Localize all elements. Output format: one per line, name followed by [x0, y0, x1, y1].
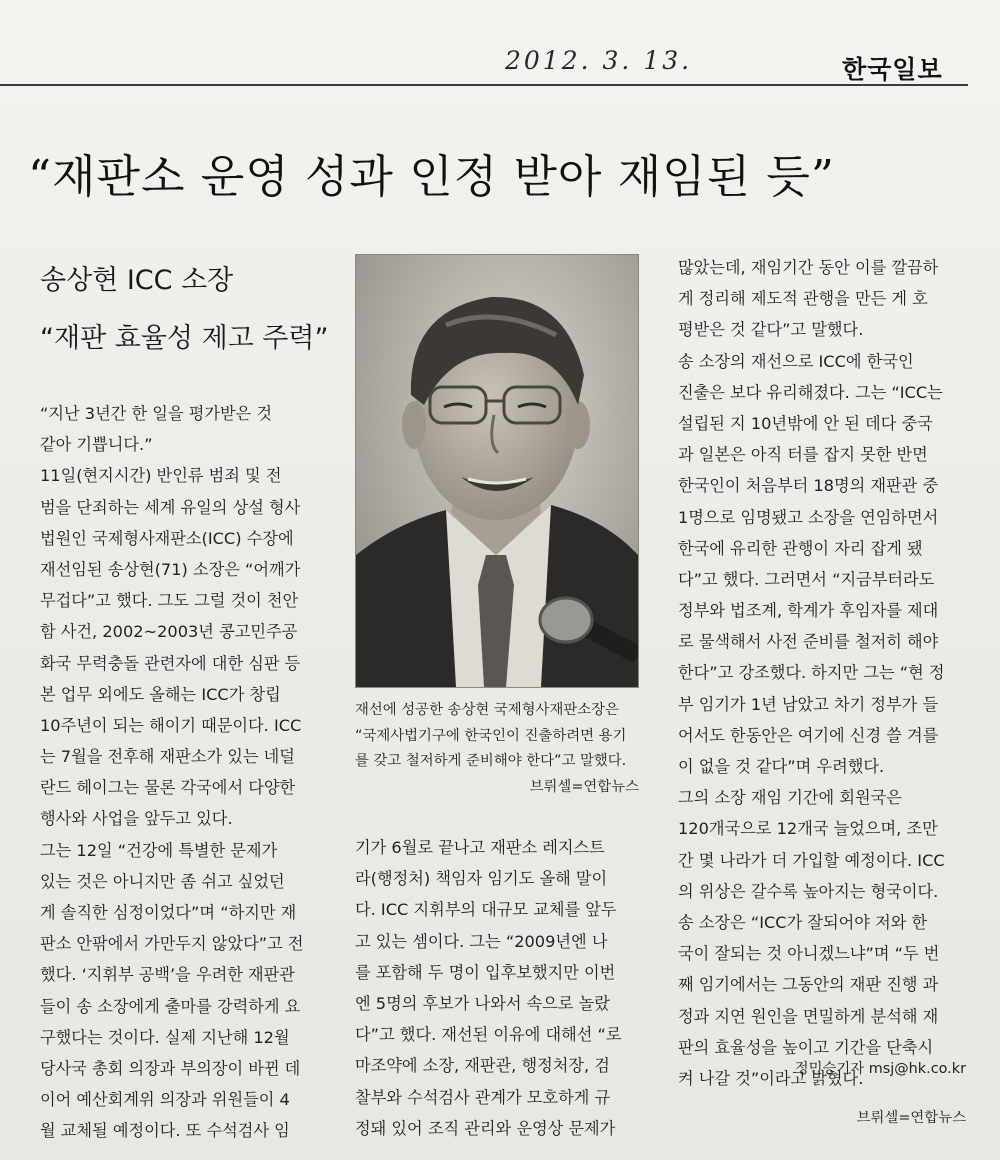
- article-text-line: “지난 3년간 한 일을 평가받은 것: [40, 404, 273, 423]
- article-text-line: 많았는데, 재임기간 동안 이를 깔끔하: [678, 258, 939, 277]
- article-text-line: 당사국 총회 의장과 부의장이 바뀐 데: [40, 1058, 301, 1078]
- article-text-line: 는 7월을 전후해 재판소가 있는 네덜: [40, 747, 295, 767]
- article-text-line: 법원인 국제형사재판소(ICC) 수장에: [40, 528, 294, 548]
- article-text-line: 찰부와 수석검사 관계가 모호하게 규: [355, 1087, 611, 1107]
- photo-credit: 브뤼셀=연합뉴스: [529, 778, 639, 795]
- article-text-line: 화국 무력충돌 관련자에 대한 심판 등: [40, 653, 301, 673]
- article-text-line: 함 사건, 2002~2003년 콩고민주공: [40, 622, 298, 642]
- article-text-line: 켜 나갈 것”이라고 밝혔다.: [678, 1068, 864, 1088]
- article-text-line: 엔 5명의 후보가 나와서 속으로 놀랐: [355, 993, 610, 1013]
- article-headline: “재판소 운영 성과 인정 받아 재임된 듯”: [28, 150, 835, 203]
- article-text-line: 로 물색해서 사전 준비를 철저히 해야: [678, 632, 939, 652]
- article-text-line: 라(행정처) 책임자 임기도 올해 말이: [355, 869, 608, 889]
- article-text-line: 마조약에 소장, 재판관, 행정처장, 검: [355, 1056, 610, 1076]
- article-text-line: 를 포함해 두 명이 입후보했지만 이번: [355, 962, 616, 982]
- article-text-line: 10주년이 되는 해이기 때문이다. ICC: [40, 715, 302, 735]
- article-text-line: 정과 지연 원인을 면밀하게 분석해 재: [678, 1006, 939, 1026]
- article-text-line: 판소 안팎에서 가만두지 않았다”고 전: [40, 934, 304, 954]
- article-text-line: 120개국으로 12개국 늘었으며, 조만: [678, 819, 938, 839]
- article-text-line: 1명으로 임명됐고 소장을 연임하면서: [678, 507, 939, 527]
- article-text-line: 행사와 사업을 앞두고 있다.: [40, 809, 233, 829]
- portrait-photo: [355, 254, 639, 688]
- article-text-line: 국이 잘되는 것 아니겠느냐”며 “두 번: [678, 944, 940, 964]
- article-text-line: 11일(현지시간) 반인류 범죄 및 전: [40, 466, 282, 486]
- dateline-credit: 브뤼셀=연합뉴스: [856, 1110, 966, 1126]
- article-text-line: 정부와 법조계, 학계가 후임자를 제대: [678, 601, 939, 621]
- article-text-line: 고 있는 셈이다. 그는 “2009년엔 나: [355, 931, 608, 951]
- article-text-line: 다. ICC 지휘부의 대규모 교체를 앞두: [355, 900, 617, 920]
- article-column-1: [40, 398, 336, 1147]
- article-text-line: 했다. ‘지휘부 공백’을 우려한 재판관: [40, 965, 295, 985]
- article-text-line: 다”고 했다. 재선된 이유에 대해선 “로: [355, 1025, 622, 1045]
- article-text-line: 그의 소장 재임 기간에 회원국은: [678, 788, 902, 808]
- article-text-line: 이어 예산회계위 의장과 위원들이 4: [40, 1090, 290, 1110]
- caption-line: “국제사법기구에 한국인이 진출하려면 용기: [355, 727, 627, 744]
- article-text-line: 정돼 있어 조직 관리와 운영상 문제가: [355, 1118, 616, 1138]
- article-text-line: 들이 송 소장에게 출마를 강력하게 요: [40, 996, 301, 1016]
- article-text-line: 무겁다”고 했다. 그도 그럴 것이 천안: [40, 591, 299, 611]
- article-column-3: [678, 252, 970, 1094]
- article-text-line: 있는 것은 아니지만 좀 쉬고 싶었던: [40, 871, 285, 891]
- article-text-line: 월 교체될 예정이다. 또 수석검사 임: [40, 1121, 290, 1141]
- article-text-line: 과 일본은 아직 터를 잡지 못한 반면: [678, 445, 928, 465]
- article-text-line: 게 정리해 제도적 관행을 만든 게 호: [678, 289, 928, 309]
- article-text-line: 진출은 보다 유리해졌다. 그는 “ICC는: [678, 382, 943, 402]
- article-text-line: 한국인이 처음부터 18명의 재판관 중: [678, 476, 939, 496]
- photo-caption: [355, 698, 639, 800]
- subhead-name: 송상현 ICC 소장: [40, 265, 234, 296]
- article-text-line: 의 위상은 갈수록 높아지는 형국이다.: [678, 881, 939, 901]
- article-text-line: 본 업무 외에도 올해는 ICC가 창립: [40, 684, 281, 704]
- article-column-2: [355, 832, 645, 1144]
- portrait-image: [356, 255, 638, 687]
- newspaper-masthead: 한국일보: [842, 55, 943, 84]
- article-text-line: 송 소장의 재선으로 ICC에 한국인: [678, 351, 914, 371]
- article-text-line: 째 임기에서는 그동안의 재판 진행 과: [678, 975, 939, 995]
- article-text-line: 같아 기쁩니다.”: [40, 435, 153, 455]
- article-text-line: 범을 단죄하는 세계 유일의 상설 형사: [40, 497, 301, 517]
- article-text-line: 한다”고 강조했다. 하지만 그는 “현 정: [678, 663, 945, 683]
- caption-line: 재선에 성공한 송상현 국제형사재판소장은: [355, 702, 619, 718]
- handwritten-date: 2012. 3. 13.: [505, 46, 693, 75]
- reporter-byline: 정민승기자 msj@hk.co.kr: [794, 1061, 966, 1077]
- article-text-line: 어서도 한동안은 여기에 신경 쓸 겨를: [678, 725, 939, 745]
- article-text-line: 다”고 했다. 그러면서 “지금부터라도: [678, 569, 935, 589]
- article-text-line: 그는 12일 “건강에 특별한 문제가: [40, 840, 278, 860]
- article-text-line: 간 몇 나라가 더 가입할 예정이다. ICC: [678, 850, 945, 870]
- subhead-quote: “재판 효율성 제고 주력”: [40, 323, 329, 354]
- article-text-line: 재선임된 송상현(71) 소장은 “어깨가: [40, 559, 301, 579]
- caption-line: 를 갖고 철저하게 준비해야 한다”고 말했다.: [355, 753, 627, 769]
- article-text-line: 이 없을 것 같다”며 우려했다.: [678, 757, 885, 776]
- header-rule: [0, 84, 968, 86]
- article-text-line: 한국에 유리한 관행이 자리 잡게 됐: [678, 538, 923, 558]
- article-text-line: 판의 효율성을 높이고 기간을 단축시: [678, 1037, 934, 1057]
- article-text-line: 평받은 것 같다”고 말했다.: [678, 320, 864, 340]
- article-text-line: 란드 헤이그는 물론 각국에서 다양한: [40, 778, 296, 798]
- article-text-line: 설립된 지 10년밖에 안 된 데다 중국: [678, 413, 933, 433]
- article-text-line: 부 임기가 1년 남았고 차기 정부가 들: [678, 694, 939, 714]
- article-text-line: 구했다는 것이다. 실제 지난해 12월: [40, 1027, 290, 1047]
- article-text-line: 게 솔직한 심정이었다”며 “하지만 재: [40, 903, 297, 922]
- article-text-line: 기가 6월로 끝나고 재판소 레지스트: [355, 838, 605, 857]
- article-text-line: 송 소장은 “ICC가 잘되어야 저와 한: [678, 912, 928, 932]
